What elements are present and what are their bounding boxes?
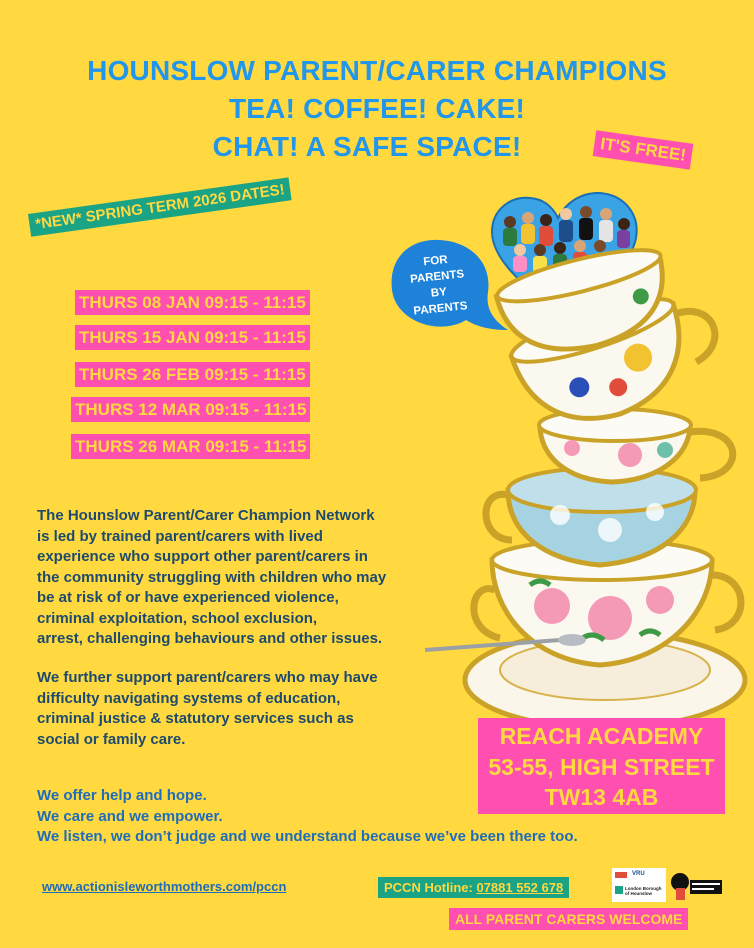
hope-line: We offer help and hope.: [37, 787, 207, 804]
about-p2-line: We further support parent/carers who may have: [37, 669, 378, 686]
date-item-5: THURS 26 MAR 09:15 - 11:15: [71, 434, 310, 459]
about-p1-line: criminal exploitation, school exclusion,: [37, 609, 318, 627]
title-line-2: TEA! COFFEE! CAKE!: [228, 93, 526, 124]
about-p1-line: is led by trained parent/carers with lived: [37, 527, 323, 545]
bubble-line-3: BY: [430, 286, 448, 300]
about-paragraph-2: [37, 668, 378, 750]
title-line-3: CHAT! A SAFE SPACE!: [212, 131, 522, 162]
spring-term-banner: *NEW* SPRING TERM 2026 DATES!: [28, 177, 292, 236]
champions-emblem-icon: [668, 870, 724, 902]
welcome-banner: ALL PARENT CARERS WELCOME: [449, 908, 688, 930]
venue-line: 53-55, HIGH STREET: [488, 753, 715, 780]
about-paragraph-1: [37, 506, 386, 650]
hotline-label: PCCN Hotline:: [384, 880, 477, 895]
partner-logos-panel: [612, 868, 666, 902]
council-icon: [615, 886, 623, 894]
about-p1-line: arrest, challenging behaviours and other issues.: [37, 630, 383, 647]
bubble-line-2: PARENTS: [409, 268, 465, 286]
venue-address: [478, 718, 725, 814]
bubble-line-4: PARENTS: [412, 300, 469, 318]
speech-bubble-text: [395, 249, 481, 321]
venue-line: REACH ACADEMY: [499, 723, 704, 749]
about-p1-line: The Hounslow Parent/Carer Champion Network: [37, 507, 375, 524]
title-line-1: HOUNSLOW PARENT/CARER CHAMPIONS: [87, 55, 667, 86]
about-p1-line: the community struggling with children who may: [37, 568, 387, 586]
free-badge: IT'S FREE!: [593, 130, 694, 169]
hotline-number[interactable]: 07881 552 678: [476, 880, 564, 895]
website-link[interactable]: www.actionisleworthmothers.com/pccn: [42, 879, 287, 894]
about-p2-line: criminal justice & statutory services such as: [37, 710, 354, 727]
champions-logo: [668, 870, 724, 902]
about-p1-line: be at risk of or have experienced violence,: [37, 589, 339, 606]
date-item-2: THURS 15 JAN 09:15 - 11:15: [75, 325, 310, 350]
about-p2-line: difficulty navigating systems of education,: [37, 689, 341, 707]
bubble-line-1: FOR: [422, 253, 449, 269]
vru-logo-text: VRU: [632, 871, 645, 877]
crest-icon: [615, 872, 627, 878]
hope-line: We care and we empower.: [37, 807, 223, 825]
venue-line: TW13 4AB: [544, 784, 659, 810]
date-item-4: THURS 12 MAR 09:15 - 11:15: [71, 397, 310, 422]
hope-line: We listen, we don’t judge and we understand because we’ve been there too.: [37, 828, 578, 845]
hotline-badge: [378, 877, 569, 898]
date-item-3: THURS 26 FEB 09:15 - 11:15: [75, 362, 310, 387]
about-p2-line: social or family care.: [37, 730, 186, 748]
date-item-1: THURS 08 JAN 09:15 - 11:15: [75, 290, 310, 315]
council-logo-text: London Borough of Hounslow: [625, 886, 662, 896]
about-p1-line: experience who support other parent/carers in: [37, 548, 368, 565]
